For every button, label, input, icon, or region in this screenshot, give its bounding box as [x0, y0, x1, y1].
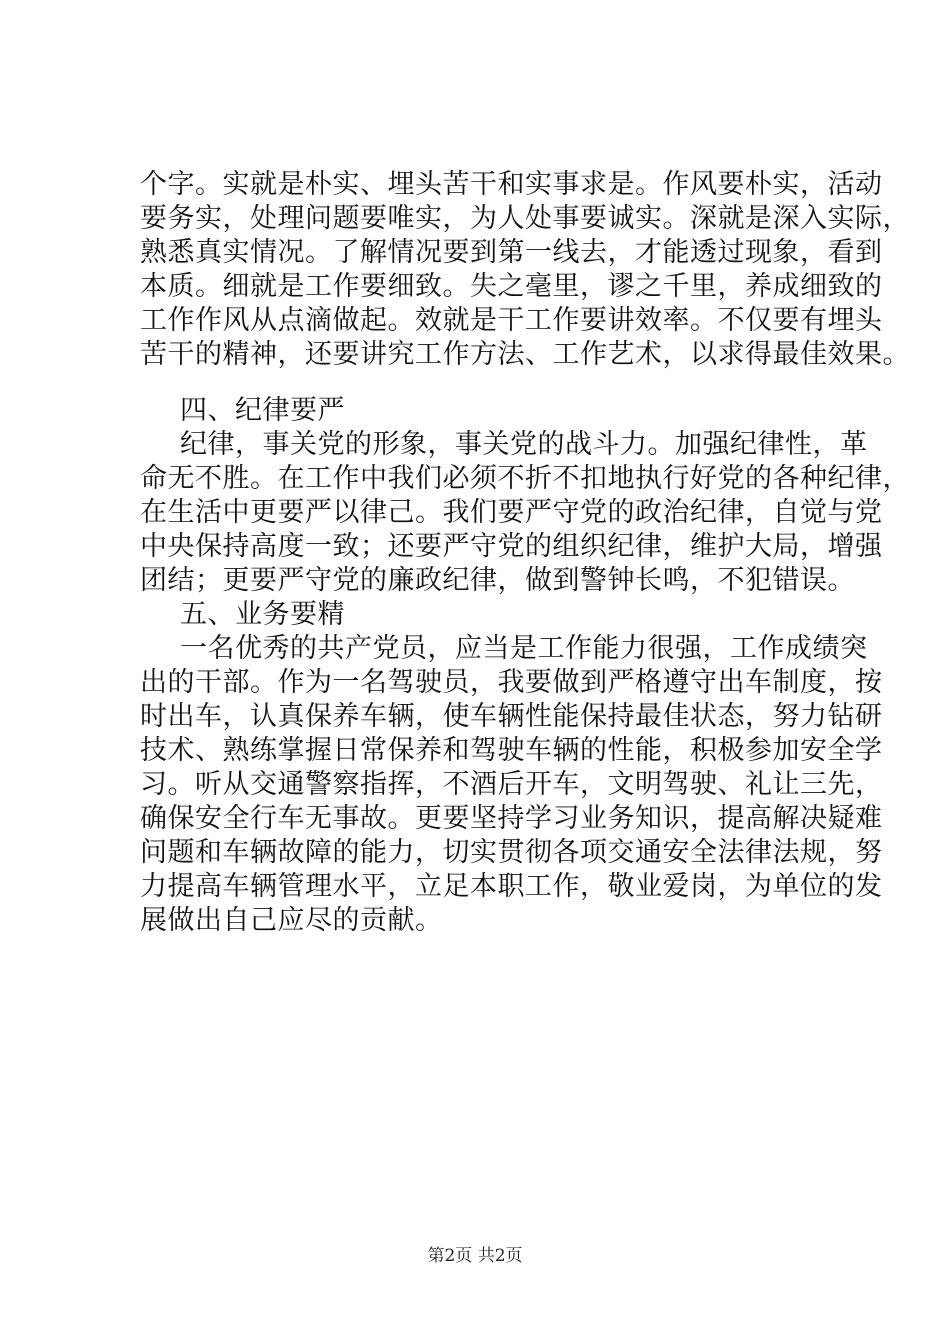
text-line: 出的干部。作为一名驾驶员，我要做到严格遵守出车制度，按	[140, 667, 883, 698]
text-line: 个字。实就是朴实、埋头苦干和实事求是。作风要朴实，活动	[140, 169, 883, 200]
section-business	[140, 598, 883, 938]
section-heading: 四、纪律要严	[180, 395, 345, 426]
text-line: 习。听从交通警察指挥，不酒后开车，文明驾驶、礼让三先，	[140, 769, 883, 800]
text-line: 力提高车辆管理水平，立足本职工作，敬业爱岗，为单位的发	[140, 871, 883, 902]
text-line: 一名优秀的共产党员，应当是工作能力很强，工作成绩突	[180, 633, 868, 664]
text-line: 问题和车辆故障的能力，切实贯彻各项交通安全法律法规，努	[140, 837, 883, 868]
document-body	[140, 168, 910, 938]
text-line: 中央保持高度一致；还要严守党的组织纪律，维护大局，增强	[140, 531, 883, 562]
paragraph-1	[140, 168, 910, 372]
text-line: 在生活中更要严以律己。我们要严守党的政治纪律，自觉与党	[140, 497, 883, 528]
text-line: 确保安全行车无事故。更要坚持学习业务知识，提高解决疑难	[140, 803, 883, 834]
section-heading: 五、业务要精	[180, 599, 345, 630]
text-line: 时出车，认真保养车辆，使车辆性能保持最佳状态，努力钻研	[140, 701, 883, 732]
text-line: 命无不胜。在工作中我们必须不折不扣地执行好党的各种纪律，	[140, 463, 910, 494]
text-line: 要务实，处理问题要唯实，为人处事要诚实。深就是深入实际，	[140, 203, 910, 234]
section-discipline	[140, 394, 910, 598]
page-footer	[0, 1245, 950, 1267]
text-line: 展做出自己应尽的贡献。	[140, 905, 443, 936]
paragraph-spacer	[140, 372, 860, 394]
text-line: 本质。细就是工作要细致。失之毫里，谬之千里，养成细致的	[140, 271, 883, 302]
text-line: 团结；更要严守党的廉政纪律，做到警钟长鸣，不犯错误。	[140, 565, 855, 596]
text-line: 纪律，事关党的形象，事关党的战斗力。加强纪律性，革	[180, 429, 868, 460]
text-line: 熟悉真实情况。了解情况要到第一线去，才能透过现象，看到	[140, 237, 883, 268]
text-line: 技术、熟练掌握日常保养和驾驶车辆的性能，积极参加安全学	[140, 735, 883, 766]
text-line: 工作作风从点滴做起。效就是干工作要讲效率。不仅要有埋头	[140, 305, 883, 336]
text-line: 苦干的精神，还要讲究工作方法、工作艺术，以求得最佳效果。	[140, 339, 910, 370]
page-number-label: 第2页 共2页	[427, 1246, 523, 1266]
